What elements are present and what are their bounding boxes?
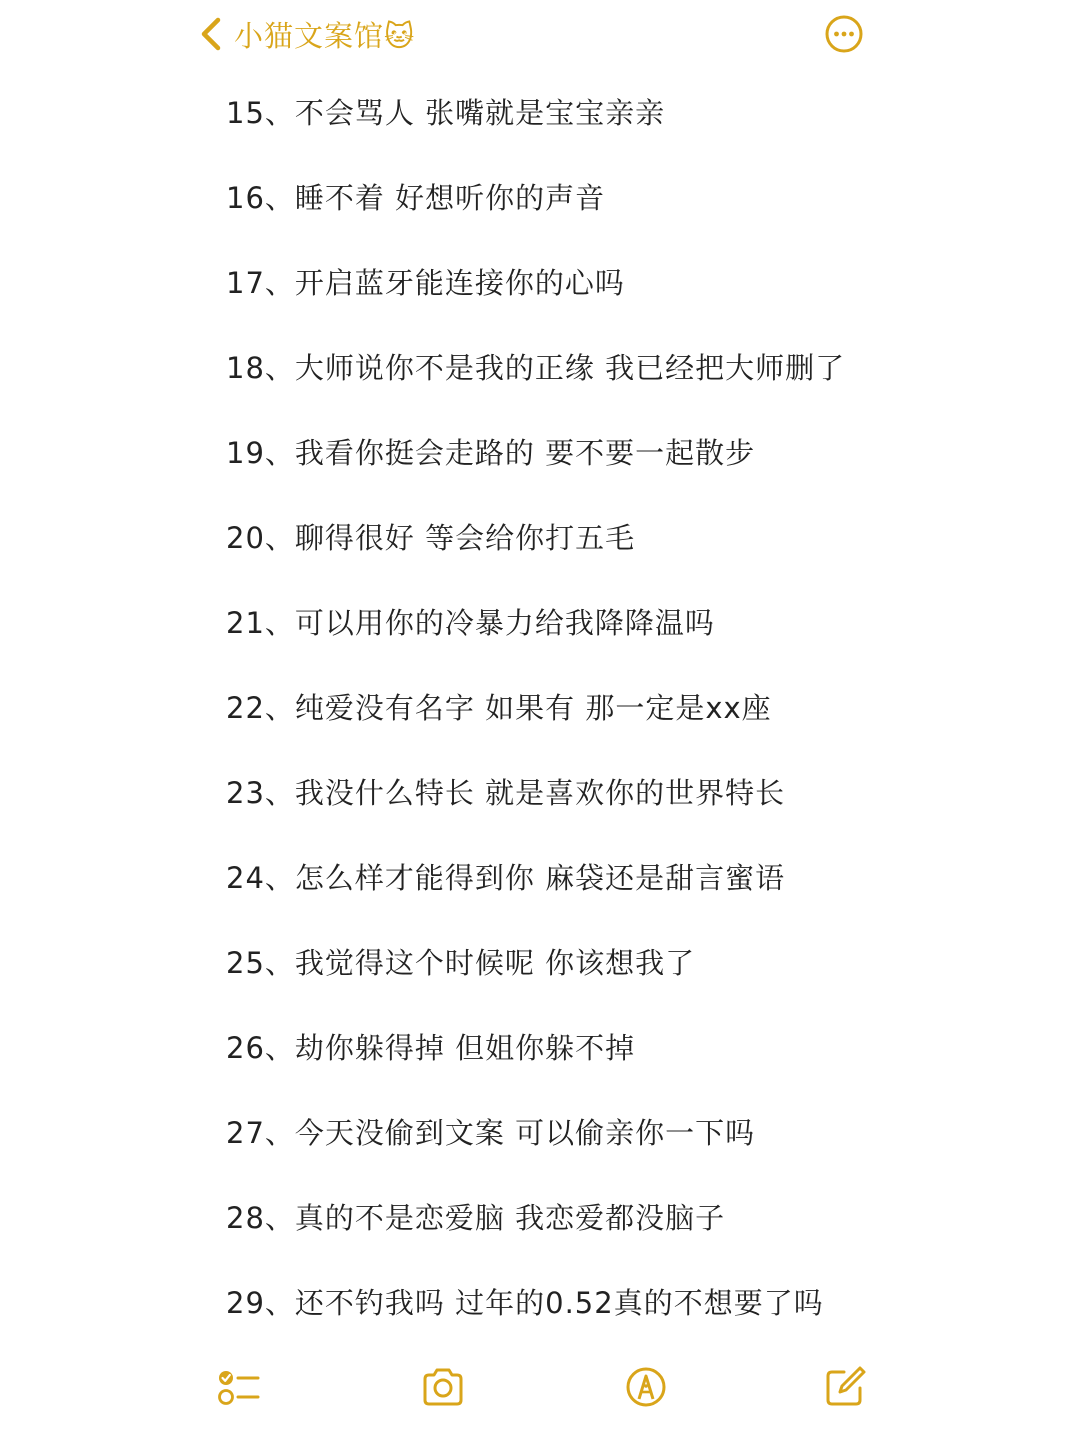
markup-button[interactable]: [623, 1364, 669, 1410]
note-line: 23、我没什么特长 就是喜欢你的世界特长: [226, 776, 786, 810]
note-line: 25、我觉得这个时候呢 你该想我了: [226, 946, 696, 980]
camera-icon: [420, 1364, 466, 1410]
navigation-bar: [0, 0, 1080, 70]
note-line: 20、聊得很好 等会给你打五毛: [226, 521, 636, 555]
note-line: 26、劫你躲得掉 但姐你躲不掉: [226, 1031, 636, 1065]
note-body[interactable]: [226, 88, 926, 1363]
back-label: 小猫文案馆🐱: [234, 18, 416, 53]
note-line: 24、怎么样才能得到你 麻袋还是甜言蜜语: [226, 861, 786, 895]
note-line: 15、不会骂人 张嘴就是宝宝亲亲: [226, 96, 666, 130]
note-line: 21、可以用你的冷暴力给我降降温吗: [226, 606, 715, 640]
note-line: 16、睡不着 好想听你的声音: [226, 181, 606, 215]
compose-button[interactable]: [822, 1364, 868, 1410]
camera-button[interactable]: [420, 1364, 466, 1410]
pen-tip-icon: [623, 1364, 669, 1410]
chevron-left-icon: [198, 14, 224, 54]
note-line: 29、还不钓我吗 过年的0.52真的不想要了吗: [226, 1286, 824, 1320]
note-line: 22、纯爱没有名字 如果有 那一定是xx座: [226, 691, 772, 725]
checklist-button[interactable]: [216, 1364, 262, 1410]
note-line: 19、我看你挺会走路的 要不要一起散步: [226, 436, 756, 470]
ellipsis-circle-icon: [824, 39, 864, 58]
more-options-button[interactable]: [824, 14, 864, 54]
back-button[interactable]: [198, 14, 415, 54]
compose-icon: [822, 1364, 868, 1410]
note-line: 17、开启蓝牙能连接你的心吗: [226, 266, 625, 300]
checklist-icon: [216, 1364, 262, 1410]
bottom-toolbar: [0, 1360, 1080, 1420]
note-line: 27、今天没偷到文案 可以偷亲你一下吗: [226, 1116, 756, 1150]
note-line: 18、大师说你不是我的正缘 我已经把大师删了: [226, 351, 846, 385]
note-line: 28、真的不是恋爱脑 我恋爱都没脑子: [226, 1201, 726, 1235]
